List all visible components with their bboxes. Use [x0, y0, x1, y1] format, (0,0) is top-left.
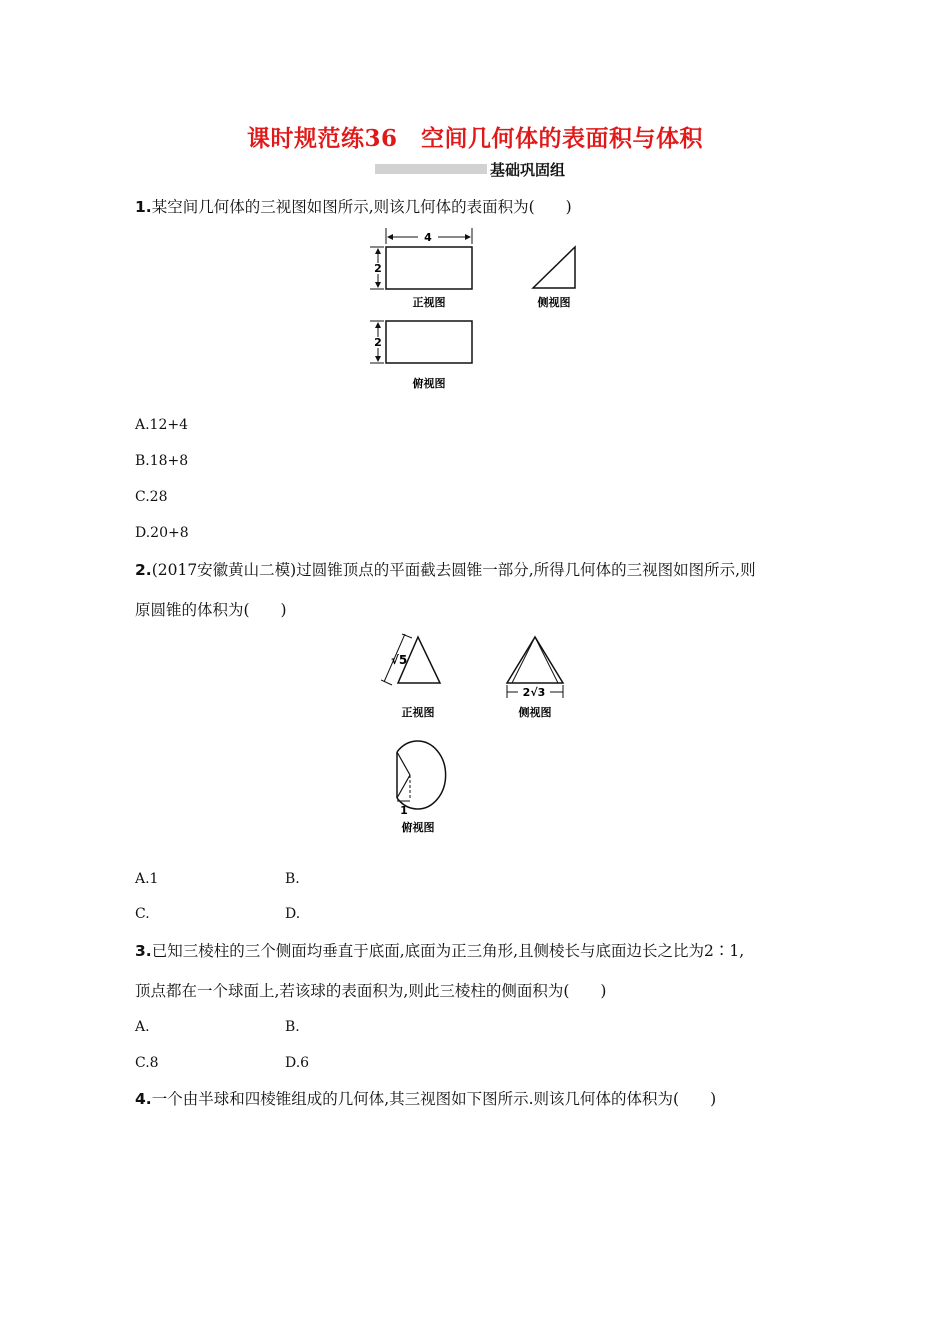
question-3: [135, 941, 744, 961]
question-2: [135, 560, 756, 580]
q1-top-view-caption: 俯视图: [412, 377, 446, 390]
q1-front-view-rect: [386, 247, 472, 289]
question-text: 一个由半球和四棱锥组成的几何体,其三视图如下图所示.则该几何体的体积为( ): [151, 1090, 717, 1108]
q2-option-b[interactable]: B.: [285, 871, 300, 887]
question-text-line1: (2017安徽黄山二模)过圆锥顶点的平面截去圆锥一部分,所得几何体的三视图如图所示,则: [151, 561, 756, 579]
q2-front-dim-label: √5: [390, 653, 408, 667]
question-number: 2.: [135, 561, 152, 579]
q1-top-height-label: 2: [374, 336, 382, 349]
question-number: 1.: [135, 198, 152, 216]
q2-three-view-figure: [375, 630, 575, 840]
q2-option-d[interactable]: D.: [285, 906, 301, 922]
q2-top-dimension: [397, 801, 410, 817]
question-4: [135, 1089, 716, 1109]
q1-top-height-dimension: [370, 321, 384, 363]
q1-three-view-figure: [360, 225, 590, 400]
q1-front-view-caption: 正视图: [412, 296, 446, 309]
q3-option-c[interactable]: C.8: [135, 1055, 159, 1071]
q1-option-d[interactable]: D.20+8: [135, 525, 189, 541]
question-3-line2: 顶点都在一个球面上,若该球的表面积为,则此三棱柱的侧面积为( ): [135, 982, 607, 1000]
q1-side-view-caption: 侧视图: [537, 296, 571, 309]
q2-top-view-arc: [397, 741, 446, 809]
q2-top-view-caption: 俯视图: [401, 821, 435, 834]
question-number: 3.: [135, 942, 152, 960]
question-1: [135, 197, 572, 217]
subtitle-bar: [375, 164, 487, 174]
q1-width-label: 4: [424, 231, 432, 244]
q2-option-c[interactable]: C.: [135, 906, 150, 922]
q3-option-d[interactable]: D.6: [285, 1055, 310, 1071]
q1-option-c[interactable]: C.28: [135, 489, 168, 505]
q1-top-view-rect: [386, 321, 472, 363]
q2-option-a[interactable]: A.1: [135, 871, 159, 887]
q1-option-a[interactable]: A.12+4: [135, 417, 189, 433]
q1-front-height-label: 2: [374, 262, 382, 275]
q2-side-dim-label: 2√3: [522, 686, 546, 699]
q2-front-view-caption: 正视图: [401, 706, 435, 719]
q1-side-view-triangle: [533, 247, 575, 288]
q1-option-b[interactable]: B.18+8: [135, 453, 189, 469]
q2-front-slant-dimension: [381, 634, 412, 685]
q3-option-b[interactable]: B.: [285, 1019, 300, 1035]
q1-front-height-dimension: [370, 247, 384, 289]
q2-side-view-caption: 侧视图: [518, 706, 552, 719]
question-2-line2: 原圆锥的体积为( ): [135, 601, 287, 619]
q3-option-a[interactable]: A.: [135, 1019, 150, 1035]
section-subtitle: 基础巩固组: [490, 161, 566, 179]
question-text-line1: 已知三棱柱的三个侧面均垂直于底面,底面为正三角形,且侧棱长与底面边长之比为2∶1,: [151, 942, 745, 960]
q1-width-dimension: [386, 228, 472, 244]
question-number: 4.: [135, 1090, 152, 1108]
question-text: 某空间几何体的三视图如图所示,则该几何体的表面积为( ): [151, 198, 572, 216]
q2-side-width-dimension: [507, 684, 563, 699]
q2-top-dim-label: 1: [400, 804, 408, 817]
page-title: 课时规范练36 空间几何体的表面积与体积: [246, 125, 703, 152]
q2-side-view-inner: [512, 637, 558, 683]
